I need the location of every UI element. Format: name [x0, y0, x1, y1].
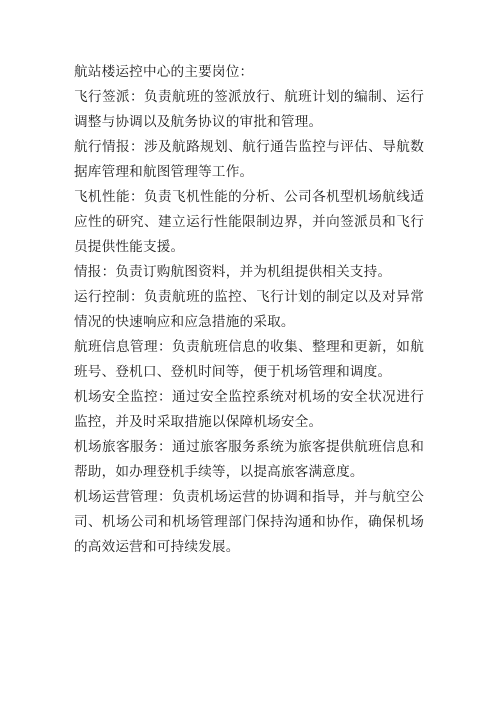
- paragraph-airport-security-monitoring: 机场安全监控：通过安全监控系统对机场的安全状况进行监控，并及时采取措施以保障机场安全。: [74, 389, 424, 430]
- paragraph-flight-dispatch: 飞行签派：负责航班的签派放行、航班计划的编制、运行调整与协调以及航务协议的审批和管理。: [74, 89, 424, 130]
- paragraph-aeronautical-information: 航行情报：涉及航路规划、航行通告监控与评估、导航数据库管理和航图管理等工作。: [74, 139, 424, 180]
- document-heading: 航站楼运控中心的主要岗位：: [74, 64, 254, 80]
- paragraph-flight-info-management: 航班信息管理：负责航班信息的收集、整理和更新，如航班号、登机口、登机时间等，便于机场管理和调度。: [74, 339, 424, 380]
- paragraph-passenger-service: 机场旅客服务：通过旅客服务系统为旅客提供航班信息和帮助，如办理登机手续等，以提高旅客满意度。: [74, 439, 424, 480]
- paragraph-operations-control: 运行控制：负责航班的监控、飞行计划的制定以及对异常情况的快速响应和应急措施的采取。: [74, 289, 424, 330]
- paragraph-airport-operations-management: 机场运营管理：负责机场运营的协调和指导，并与航空公司、机场公司和机场管理部门保持沟通和协作，确保机场的高效运营和可持续发展。: [74, 489, 424, 555]
- paragraph-aircraft-performance: 飞机性能：负责飞机性能的分析、公司各机型机场航线适应性的研究、建立运行性能限制边界，并向签派员和飞行员提供性能支援。: [74, 189, 424, 255]
- paragraph-intelligence: 情报：负责订购航图资料，并为机组提供相关支持。: [74, 264, 392, 280]
- document-body: [74, 60, 424, 560]
